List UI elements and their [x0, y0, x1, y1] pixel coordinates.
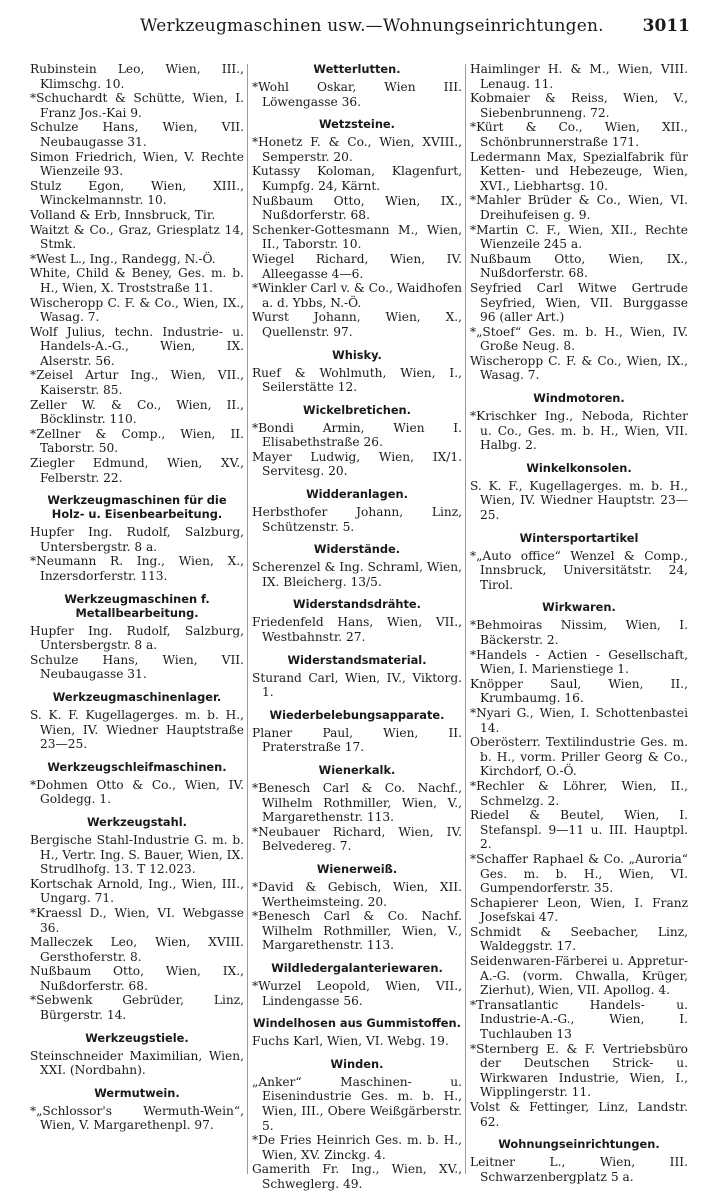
directory-entry: *Mahler Brüder & Co., Wien, VI. Dreihufeisen g. 9.: [470, 193, 688, 222]
section-heading: Windelhosen aus Gummistoffen.: [253, 1016, 461, 1031]
directory-entry: Kutassy Koloman, Klagenfurt, Kumpfg. 24, Kärnt.: [252, 164, 462, 193]
directory-entry: Hupfer Ing. Rudolf, Salzburg, Untersbergstr. 8 a.: [30, 623, 244, 653]
directory-entry: Seidenwaren-Färberei u. Appretur-A.-G. (vorm. Chwalla, Krüger, Zierhut), Wien, VII. Apollog. 4.: [470, 954, 688, 998]
directory-section: [470, 62, 688, 383]
directory-section: [30, 1031, 244, 1078]
directory-entry: Kobmaier & Reiss, Wien, V., Siebenbrunneng. 72.: [470, 91, 688, 120]
directory-entry: *Rechler & Löhrer, Wien, II., Schmelzg. 2.: [470, 778, 688, 808]
directory-entry: Volland & Erb, Innsbruck, Tir.: [30, 207, 216, 222]
directory-entry: *Nyari G., Wien, I. Schottenbastei 14.: [470, 705, 688, 735]
directory-entry: Volst & Fettinger, Linz, Landstr. 62.: [470, 1100, 688, 1129]
directory-entry: Scherenzel & Ing. Schraml, Wien, IX. Bleicherg. 13/5.: [252, 560, 462, 589]
section-heading: Widerstände.: [313, 542, 401, 557]
section-heading: Werkzeugstiele.: [85, 1030, 189, 1045]
directory-section: [252, 763, 462, 854]
directory-entry: Fuchs Karl, Wien, VI. Webg. 19.: [252, 1034, 449, 1049]
directory-entry: Ruef & Wohlmuth, Wien, I., Seilerstätte 12.: [252, 365, 462, 395]
directory-entry: *Kürt & Co., Wien, XII., Schönbrunnerstraße 171.: [470, 120, 688, 149]
directory-entry: *Schaffer Raphael & Co. „Auroria“ Ges. m. b. H., Wien, VI. Gumpendorferstr. 35.: [470, 851, 688, 896]
page-number: 3011: [642, 16, 690, 36]
section-heading: Wienerweiß.: [316, 861, 398, 876]
directory-entry: *Benesch Carl & Co. Nachf., Wilhelm Rothmiller, Wien, V., Margarethenstr. 113.: [252, 781, 462, 825]
section-heading: Werkzeugmaschinen für die Holz- u. Eisenbearbeitung.: [47, 493, 227, 522]
directory-entry: *Zellner & Comp., Wien, II. Taborstr. 50.: [30, 426, 244, 456]
section-heading: Wohnungseinrichtungen.: [498, 1137, 660, 1152]
section-heading: Windmotoren.: [533, 391, 625, 406]
directory-entry: Simon Friedrich, Wien, V. Rechte Wienzeile 93.: [30, 149, 244, 179]
section-heading: Winkelkonsolen.: [526, 460, 632, 475]
directory-entry: Oberösterr. Textilindustrie Ges. m. b. H., vorm. Priller Georg & Co., Kirchdorf, O.-Ö.: [470, 735, 688, 779]
directory-entry: Ziegler Edmund, Wien, XV., Felberstr. 22.: [30, 456, 244, 485]
directory-entry: Steinschneider Maximilian, Wien, XXI. (Nordbahn).: [30, 1048, 244, 1078]
directory-entry: White, Child & Beney, Ges. m. b. H., Wien, X. Troststraße 11.: [30, 266, 244, 295]
directory-entry: *David & Gebisch, Wien, XII. Wertheimsteing. 20.: [252, 879, 462, 909]
directory-entry: Ledermann Max, Spezialfabrik für Ketten- und Hebezeuge, Wien, XVI., Liebhartsg. 10.: [470, 149, 688, 193]
directory-entry: *Sternberg E. & F. Vertriebsbüro der Deutschen Strick- u. Wirkwaren Industrie, Wien, I., Wipplingerstr. 11.: [470, 1041, 688, 1100]
directory-entry: Schulze Hans, Wien, VII. Neubaugasse 31.: [30, 120, 244, 149]
directory-section: [470, 600, 688, 1129]
directory-entry: Seyfried Carl Witwe Gertrude Seyfried, Wien, VII. Burggasse 96 (aller Art.): [470, 280, 688, 325]
directory-section: [30, 1086, 244, 1133]
directory-entry: *Honetz F. & Co., Wien, XVIII., Semperstr. 20.: [252, 135, 462, 164]
directory-entry: Gamerith Fr. Ing., Wien, XV., Schweglerg. 49.: [252, 1162, 462, 1191]
section-heading: Wildledergalanteriewaren.: [271, 960, 443, 975]
directory-section: [30, 815, 244, 1023]
page-header: [0, 16, 706, 44]
directory-section: [252, 487, 462, 534]
directory-entry: *Handels - Actien - Gesellschaft, Wien, I. Marienstiege 1.: [470, 647, 688, 677]
directory-section: [252, 542, 462, 589]
column-right: [470, 62, 688, 1182]
section-heading: Wickelbretichen.: [303, 402, 411, 417]
section-heading: Wiederbelebungsapparate.: [269, 707, 445, 722]
section-heading: Whisky.: [332, 347, 382, 362]
directory-entry: Riedel & Beutel, Wien, I. Stefanspl. 9—11 u. III. Hauptpl. 2.: [470, 808, 688, 852]
directory-section: [252, 1057, 462, 1192]
directory-entry: Knöpper Saul, Wien, II., Krumbaumg. 16.: [470, 676, 688, 706]
directory-entry: *Dohmen Otto & Co., Wien, IV. Goldegg. 1.: [30, 777, 244, 807]
directory-section: [30, 690, 244, 752]
directory-section: [252, 708, 462, 755]
directory-entry: *Transatlantic Handels- u. Industrie-A.-G., Wien, I. Tuchlauben 13: [470, 997, 688, 1042]
directory-entry: *Sebwenk Gebrüder, Linz, Bürgerstr. 14.: [30, 993, 244, 1023]
section-heading: Wintersportartikel: [519, 530, 639, 545]
directory-section: [252, 117, 462, 339]
directory-entry: Planer Paul, Wien, II. Praterstraße 17.: [252, 725, 462, 755]
directory-entry: Wolf Julius, techn. Industrie- u. Handels-A.-G., Wien, IX. Alserstr. 56.: [30, 324, 244, 368]
directory-entry: S. K. F., Kugellagerges. m. b. H., Wien, IV. Wiedner Hauptstr. 23—25.: [470, 478, 688, 523]
directory-entry: *Benesch Carl & Co. Nachf. Wilhelm Rothmiller, Wien, V., Margarethenstr. 113.: [252, 909, 462, 953]
directory-entry: *Zeisel Artur Ing., Wien, VII., Kaiserstr. 85.: [30, 368, 244, 398]
directory-entry: *Bondi Armin, Wien I. Elisabethstraße 26.: [252, 420, 462, 450]
directory-section: [252, 653, 462, 700]
section-heading: Widderanlagen.: [306, 487, 408, 502]
directory-entry: Haimlinger H. & M., Wien, VIII. Lenaug. 11.: [470, 62, 688, 91]
directory-entry: Schapierer Leon, Wien, I. Franz Josefskai 47.: [470, 895, 688, 925]
column-middle: [252, 62, 462, 1191]
directory-entry: *Wohl Oskar, Wien III. Löwengasse 36.: [252, 80, 462, 109]
running-title: Werkzeugmaschinen usw.—Wohnungseinrichtungen.: [140, 16, 604, 36]
section-heading: Werkzeugschleifmaschinen.: [47, 759, 227, 774]
directory-entry: *Winkler Carl v. & Co., Waidhofen a. d. Ybbs, N.-Ö.: [252, 281, 462, 310]
directory-entry: *„Stoef“ Ges. m. b. H., Wien, IV. Große Neug. 8.: [470, 324, 688, 354]
directory-entry: *Neubauer Richard, Wien, IV. Belvedereg. 7.: [252, 824, 462, 854]
directory-entry: *„Schlossor's Wermuth-Wein“, Wien, V. Margarethenpl. 97.: [30, 1103, 244, 1133]
directory-entry: Kortschak Arnold, Ing., Wien, III., Ungarg. 71.: [30, 876, 244, 906]
column-divider: [247, 64, 248, 1174]
directory-entry: *Krischker Ing., Neboda, Richter u. Co., Ges. m. b. H., Wien, VII. Halbg. 2.: [470, 409, 688, 453]
section-heading: Werkzeugmaschinenlager.: [52, 689, 222, 704]
directory-section: [252, 1016, 462, 1049]
directory-entry: Nußbaum Otto, Wien, IX., Nußdorferstr. 68.: [470, 251, 688, 281]
directory-section: [252, 961, 462, 1008]
directory-section: [252, 597, 462, 644]
directory-entry: Wischeropp C. F. & Co., Wien, IX., Wasag. 7.: [30, 295, 244, 325]
directory-entry: Schulze Hans, Wien, VII. Neubaugasse 31.: [30, 652, 244, 682]
directory-section: [30, 760, 244, 807]
directory-entry: Friedenfeld Hans, Wien, VII., Westbahnstr. 27.: [252, 615, 462, 645]
section-heading: Werkzeugstahl.: [87, 814, 187, 829]
section-heading: Wermutwein.: [94, 1085, 180, 1100]
directory-section: [470, 1137, 688, 1184]
directory-section: [470, 531, 688, 593]
directory-entry: *Neumann R. Ing., Wien, X., Inzersdorferstr. 113.: [30, 554, 244, 583]
directory-section: [30, 62, 244, 485]
directory-entry: *„Auto office“ Wenzel & Comp., Innsbruck, Universitätstr. 24, Tirol.: [470, 548, 688, 592]
directory-entry: Nußbaum Otto, Wien, IX., Nußdorferstr. 68.: [30, 964, 244, 993]
section-heading: Winden.: [330, 1056, 384, 1071]
directory-entry: Mayer Ludwig, Wien, IX/1. Servitesg. 20.: [252, 449, 462, 479]
directory-section: [252, 403, 462, 479]
directory-section: [252, 348, 462, 395]
directory-entry: Waitzt & Co., Graz, Griesplatz 14, Stmk.: [30, 222, 244, 252]
section-heading: Wetterlutten.: [313, 62, 401, 76]
directory-entry: Schenker-Gottesmann M., Wien, II., Taborstr. 10.: [252, 222, 462, 252]
directory-entry: *De Fries Heinrich Ges. m. b. H., Wien, XV. Zinckg. 4.: [252, 1133, 462, 1162]
directory-entry: S. K. F. Kugellagerges. m. b. H., Wien, IV. Wiedner Hauptstraße 23—25.: [30, 707, 244, 752]
directory-entry: *Kraessl D., Wien, VI. Webgasse 36.: [30, 905, 244, 935]
directory-entry: *Martin C. F., Wien, XII., Rechte Wienzeile 245 a.: [470, 222, 688, 252]
directory-section: [470, 461, 688, 523]
directory-entry: Sturand Carl, Wien, IV., Viktorg. 1.: [252, 670, 462, 700]
directory-entry: *Schuchardt & Schütte, Wien, I. Franz Jos.-Kai 9.: [30, 91, 244, 120]
directory-entry: *Wurzel Leopold, Wien, VII., Lindengasse 56.: [252, 978, 462, 1008]
directory-entry: Schmidt & Seebacher, Linz, Waldeggstr. 17.: [470, 924, 688, 954]
directory-entry: Stulz Egon, Wien, XIII., Winckelmannstr. 10.: [30, 178, 244, 208]
section-heading: Wirkwaren.: [542, 600, 616, 615]
directory-entry: *West L., Ing., Randegg, N.-Ö.: [30, 251, 216, 266]
directory-entry: „Anker“ Maschinen- u. Eisenindustrie Ges. m. b. H., Wien, III., Obere Weißgärberstr. 5.: [252, 1074, 462, 1133]
directory-entry: Leitner L., Wien, III. Schwarzenbergplatz 5 a.: [470, 1155, 688, 1184]
directory-entry: Rubinstein Leo, Wien, III., Klimschg. 10.: [30, 62, 244, 91]
directory-section: [252, 862, 462, 953]
directory-entry: Hupfer Ing. Rudolf, Salzburg, Untersbergstr. 8 a.: [30, 525, 244, 554]
directory-entry: Nußbaum Otto, Wien, IX., Nußdorferstr. 68.: [252, 193, 462, 223]
section-heading: Widerstandsmaterial.: [287, 652, 427, 667]
column-divider: [465, 64, 466, 1174]
directory-entry: Wurst Johann, Wien, X., Quellenstr. 97.: [252, 310, 462, 339]
section-heading: Wienerkalk.: [318, 763, 396, 777]
directory-entry: *Behmoiras Nissim, Wien, I. Bäckerstr. 2.: [470, 618, 688, 647]
directory-entry: Malleczek Leo, Wien, XVIII. Gersthoferstr. 8.: [30, 935, 244, 964]
directory-entry: Herbsthofer Johann, Linz, Schützenstr. 5.: [252, 505, 462, 534]
column-left: [30, 62, 244, 1182]
directory-entry: Wiegel Richard, Wien, IV. Alleegasse 4—6.: [252, 251, 462, 281]
directory-entry: Zeller W. & Co., Wien, II., Böcklinstr. 110.: [30, 397, 244, 427]
section-heading: Werkzeugmaschinen f. Metallbearbeitung.: [64, 591, 210, 620]
directory-entry: Bergische Stahl-Industrie G. m. b. H., Vertr. Ing. S. Bauer, Wien, IX. Strudlhofg. 13. T 12.023.: [30, 832, 244, 877]
directory-section: [470, 391, 688, 453]
section-heading: Widerstandsdrähte.: [293, 597, 421, 612]
directory-section: [30, 493, 244, 583]
directory-section: [30, 592, 244, 682]
section-heading: Wetzsteine.: [319, 117, 395, 132]
directory-section: [252, 62, 462, 109]
directory-entry: Wischeropp C. F. & Co., Wien, IX., Wasag. 7.: [470, 353, 688, 383]
